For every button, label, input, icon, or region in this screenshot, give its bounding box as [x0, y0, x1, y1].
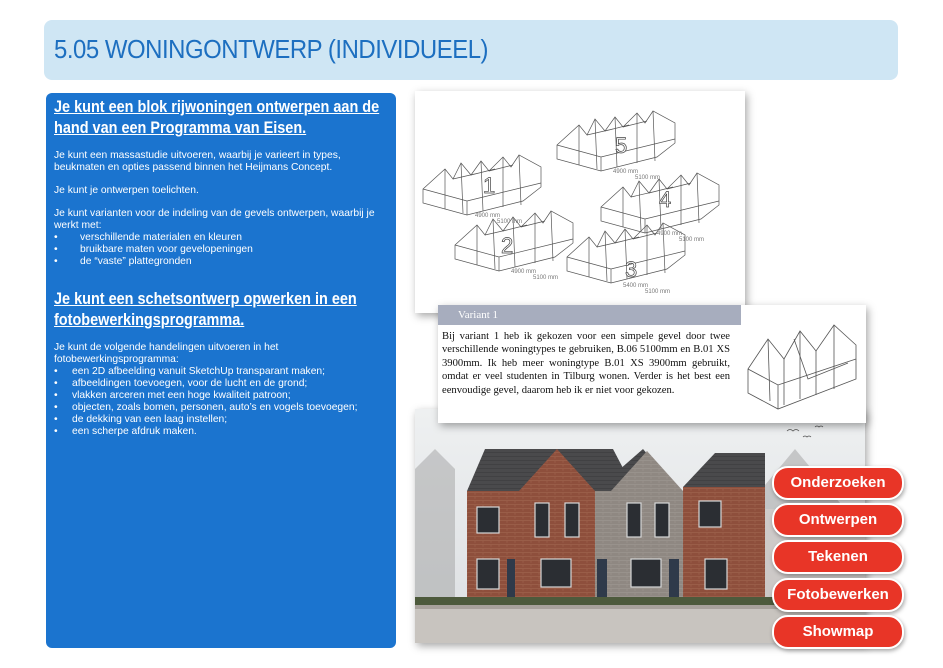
variant-number: 3	[625, 257, 638, 282]
goal-heading-design: Je kunt een blok rijwoningen ontwerpen aan de hand van een Programma van Eisen.	[54, 97, 380, 137]
mass-study-sketch	[415, 91, 745, 313]
goal-text-explain: Je kunt je ontwerpen toelichten.	[54, 185, 199, 196]
svg-text:5100 mm: 5100 mm	[533, 275, 559, 281]
goal-heading-photo-editing: Je kunt een schetsontwerp opwerken in een fotobewerkingsprogramma.	[54, 289, 357, 329]
variant-number: 5	[615, 133, 628, 158]
title-bar	[44, 20, 898, 80]
svg-text:5100 mm: 5100 mm	[635, 175, 661, 181]
svg-text:5100 mm: 5100 mm	[645, 289, 671, 295]
facade-bullet-list	[54, 232, 386, 268]
svg-text:4900 mm: 4900 mm	[511, 269, 537, 275]
variant-description: Bij variant 1 heb ik gekozen voor een simpele gevel door twee verschillende woningtypes te gebruiken, B.06 5100mm en B.01 XS 3900mm. Ik heb meer woningtype B.01 XS 3900mm gebruikt, omdat er veel studenten in Tilburg wonen. Verder is het best een eenvoudige gevel, daarom heb ik er niet voor gekozen.	[442, 331, 730, 396]
list-item: • verschillende materialen en kleuren	[54, 232, 386, 244]
svg-text:4900 mm: 4900 mm	[613, 169, 639, 175]
list-item: • bruikbare maten voor gevelopeningen	[54, 244, 386, 256]
list-item: • de dekking van een laag instellen;	[54, 414, 386, 426]
goal-text-facades: Je kunt varianten voor de indeling van de gevels ontwerpen, waarbij je werkt met:	[54, 208, 375, 231]
svg-text:4900 mm: 4900 mm	[657, 231, 683, 237]
variant-header: Variant 1	[438, 305, 741, 325]
nav-button-showmap[interactable]: Showmap	[772, 615, 904, 649]
list-item: • vlakken arceren met een hoge kwaliteit patroon;	[54, 390, 386, 402]
variant-number: 2	[501, 233, 514, 258]
mass-study-sketch-image	[415, 91, 745, 313]
variant-number: 1	[483, 173, 496, 198]
list-item: • een 2D afbeelding vanuit SketchUp transparant maken;	[54, 366, 386, 378]
goal-text-actions: Je kunt de volgende handelingen uitvoeren in het fotobewerkingsprogramma:	[54, 342, 279, 365]
list-item: • objecten, zoals bomen, personen, auto’s en vogels toevoegen;	[54, 402, 386, 414]
variant-number: 4	[659, 187, 672, 212]
nav-button-tekenen[interactable]: Tekenen	[772, 540, 904, 574]
variant-1-card	[438, 305, 866, 423]
nav-button-onderzoeken[interactable]: Onderzoeken	[772, 466, 904, 500]
variant-1-sketch	[738, 309, 863, 419]
svg-text:4900 mm: 4900 mm	[475, 213, 501, 219]
learning-goals-panel	[46, 93, 396, 648]
actions-bullet-list	[54, 366, 386, 438]
list-item: • de “vaste” plattegronden	[54, 256, 386, 268]
nav-button-fotobewerken[interactable]: Fotobewerken	[772, 578, 904, 612]
svg-text:5100 mm: 5100 mm	[497, 219, 523, 225]
svg-text:5100 mm: 5100 mm	[679, 237, 705, 243]
svg-text:5400 mm: 5400 mm	[623, 283, 649, 289]
goal-text-mass-study: Je kunt een massastudie uitvoeren, waarbij je varieert in types, beukmaten en opties passend binnen het Heijmans Concept.	[54, 150, 341, 173]
list-item: • een scherpe afdruk maken.	[54, 426, 386, 438]
list-item: • afbeeldingen toevoegen, voor de lucht en de grond;	[54, 378, 386, 390]
nav-button-ontwerpen[interactable]: Ontwerpen	[772, 503, 904, 537]
page-title: 5.05 WONINGONTWERP (INDIVIDUEEL)	[54, 34, 489, 64]
